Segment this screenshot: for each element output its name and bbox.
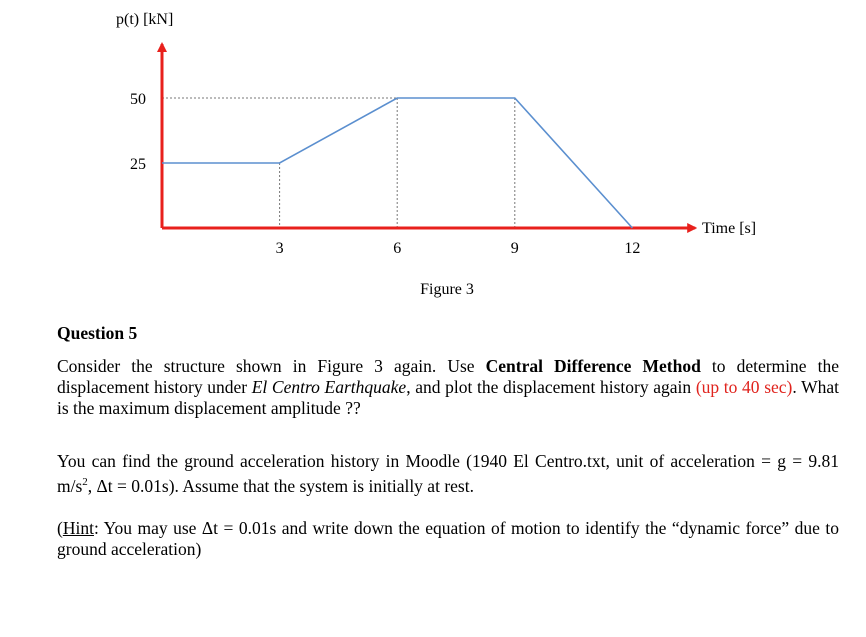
p1-text-g: . What is the maximum displacement amplitude ?? (57, 377, 839, 418)
question-paragraph-3 (57, 518, 839, 560)
x-axis-title: Time [s] (702, 220, 757, 237)
heading-text: Question 5 (57, 323, 138, 343)
y-tick-label-25: 25 (130, 156, 146, 173)
p3-hint-label: Hint (62, 518, 94, 538)
p1-duration: (up to 40 sec) (695, 377, 793, 397)
p2-text-b: , Δt = 0.01s). Assume that the system is initially at rest. (87, 475, 474, 496)
x-tick-label-9: 9 (510, 240, 519, 257)
question-paragraph-1 (57, 356, 839, 419)
p3-open: ( (57, 518, 63, 538)
p2-text-a: You can find the ground acceleration history in Moodle (1940 El Centro.txt, unit of acceleration = g = 9.81 m/s (57, 451, 839, 496)
p1-text-c: to determine the displacement history under (57, 356, 839, 397)
question-heading (57, 323, 839, 344)
force-time-chart (0, 0, 866, 310)
p3-rest: : You may use Δt = 0.01s and write down the equation of motion to identify the “dynamic force” due to ground acceleration) (57, 518, 839, 559)
question-paragraph-2 (57, 451, 839, 497)
axes (162, 44, 695, 228)
figure-caption: Figure 3 (420, 281, 474, 298)
p1-method: Central Difference Method (485, 356, 701, 376)
x-tick-label-6: 6 (393, 240, 402, 257)
p1-text-a: Consider the structure shown in Figure 3 again. Use (57, 356, 486, 376)
p1-earthquake: El Centro Earthquake (251, 377, 407, 397)
p1-text-e: , and plot the displacement history again (406, 377, 692, 397)
p2-superscript: 2 (82, 476, 88, 488)
y-tick-label-50: 50 (130, 91, 146, 108)
x-tick-label-3: 3 (275, 240, 284, 257)
y-axis-title: p(t) [kN] (116, 11, 174, 28)
x-tick-label-12: 12 (624, 240, 641, 257)
labels (116, 11, 756, 257)
